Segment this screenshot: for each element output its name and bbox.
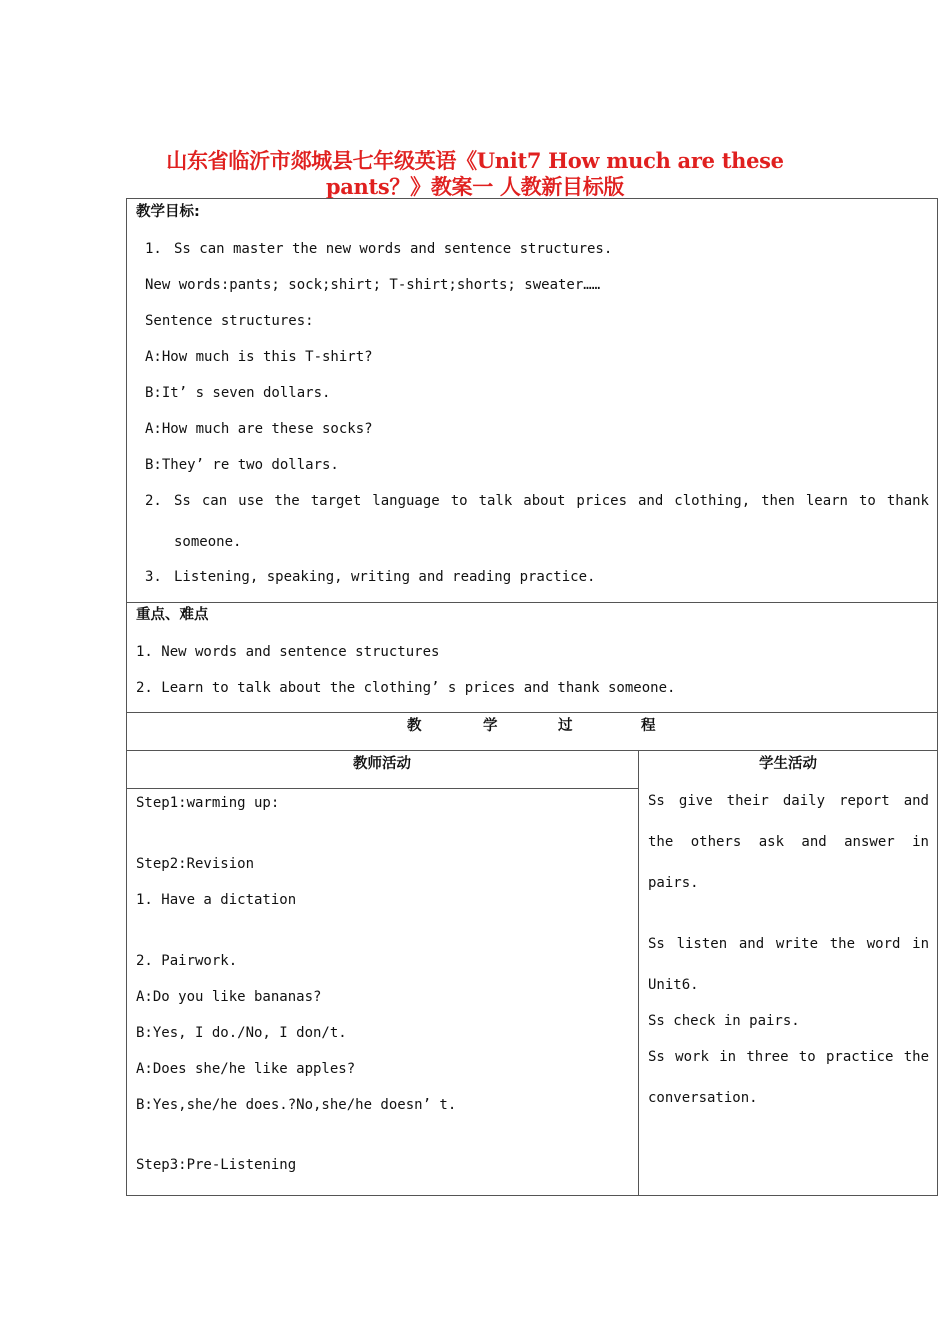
dialogue-line: B:They’ re two dollars. [145,457,339,473]
dialogue-line: B:It’ s seven dollars. [145,385,331,401]
teacher-step-1: Step1:warming up: [136,795,280,811]
teacher-step-2: Step2:Revision [136,856,255,872]
student-activity-line: Ss listen and write the word in [648,936,929,952]
student-activity-heading: 学生活动 [759,756,817,772]
process-heading-char: 过 [558,718,573,734]
teacher-step-3: Step3:Pre-Listening [136,1157,297,1173]
document-title-line-1: 山东省临沂市郯城县七年级英语《Unit7 How much are these [166,148,784,173]
objectives-heading: 教学目标: [136,204,200,220]
objective-3-text: Listening, speaking, writing and reading practice. [174,569,596,585]
student-activity-line: pairs. [648,875,699,891]
student-activity-line: Unit6. [648,977,699,993]
teacher-dialogue-line: A:Does she/he like apples? [136,1061,356,1077]
key-point-2: 2. Learn to talk about the clothing’ s prices and thank someone. [136,680,676,696]
dialogue-line: A:How much are these socks? [145,421,373,437]
document-title-line-2: pants？》教案一 人教新目标版 [325,174,625,199]
process-heading-char: 学 [483,718,498,734]
structures-label: Sentence structures: [145,313,314,329]
process-heading-char: 教 [407,718,422,734]
row-divider-objectives [126,602,938,603]
teacher-dialogue-line: B:Yes,she/he does.?No,she/he doesn’ t. [136,1097,457,1113]
row-divider-keypoints [126,712,938,713]
objective-2-number: 2. [145,493,162,509]
teacher-line: 1. Have a dictation [136,892,297,908]
objective-1-text: Ss can master the new words and sentence structures. [174,241,613,257]
column-divider [638,750,639,1196]
row-divider-teacher-heading [126,788,638,789]
objective-1-number: 1. [145,241,162,257]
objective-2-text: Ss can use the target language to talk about prices and clothing, then learn to thank [174,493,929,509]
student-activity-line: the others ask and answer in [648,834,929,850]
key-points-heading: 重点、难点 [136,607,209,623]
teacher-line: 2. Pairwork. [136,953,238,969]
new-words-line: New words:pants; sock;shirt; T-shirt;shorts; sweater…… [145,277,601,293]
process-heading-char: 程 [641,718,656,734]
dialogue-line: A:How much is this T-shirt? [145,349,373,365]
student-activity-line: Ss check in pairs. [648,1013,800,1029]
teacher-dialogue-line: B:Yes, I do./No, I don/t. [136,1025,347,1041]
row-divider-process [126,750,938,751]
objective-2-continued: someone. [174,534,242,550]
student-activity-line: Ss work in three to practice the [648,1049,929,1065]
student-activity-line: conversation. [648,1090,758,1106]
objective-3-number: 3. [145,569,162,585]
student-activity-line: Ss give their daily report and [648,793,929,809]
teacher-dialogue-line: A:Do you like bananas? [136,989,322,1005]
key-point-1: 1. New words and sentence structures [136,644,440,660]
teacher-activity-heading: 教师活动 [353,756,411,772]
